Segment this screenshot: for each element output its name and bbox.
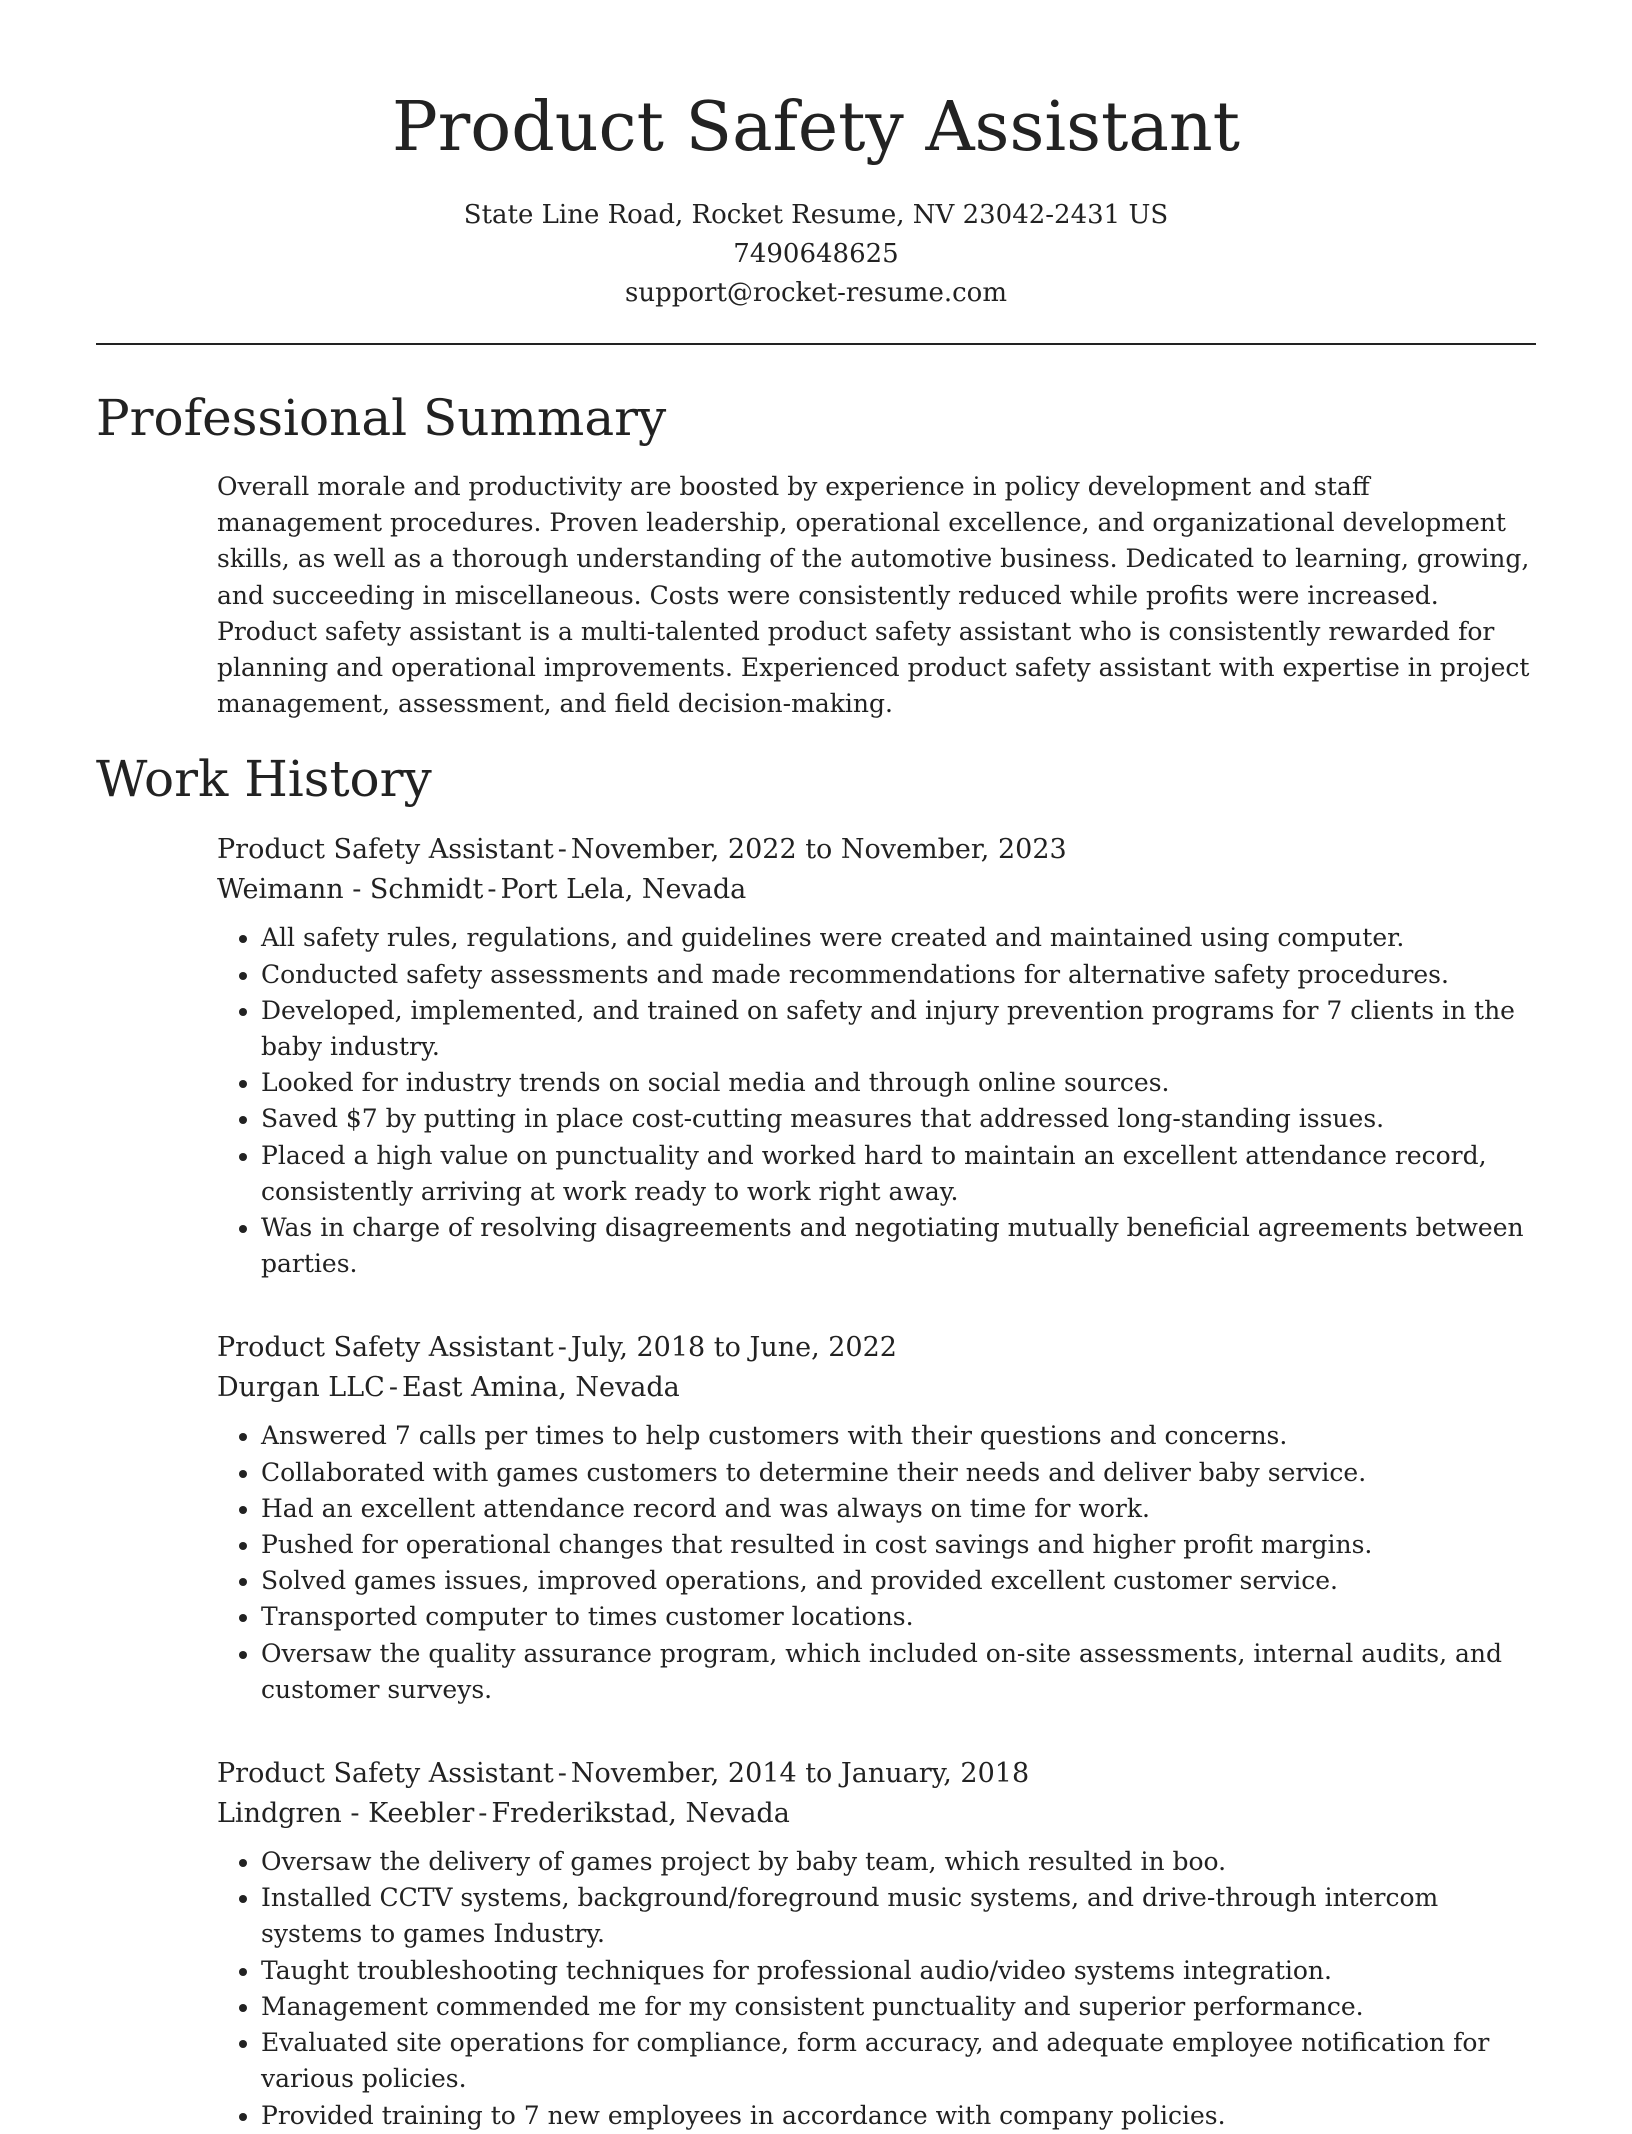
contact-phone: 7490648625 (733, 239, 899, 269)
job-dates: July, 2018 to June, 2022 (570, 1332, 897, 1364)
job-title-line: Product Safety Assistant - November, 2014 to January, 2018 (217, 1758, 1030, 1790)
job-company-line: Durgan LLC - East Amina, Nevada (217, 1372, 680, 1404)
duty-item: • Placed a high value on punctuality and worked hard to maintain an excellent attendance record, consistently arriving at work ready to work right away. (261, 1138, 1536, 1210)
duty-item: • Oversaw the delivery of games project by baby team, which resulted in boo. (261, 1844, 1536, 1880)
duty-item: • Taught troubleshooting techniques for professional audio/video systems integration. (261, 1953, 1536, 1989)
candidate-name: Product Safety Assistant (392, 88, 1240, 167)
duty-item: • Had an excellent attendance record and was always on time for work. (261, 1491, 1536, 1527)
job-entry (217, 1328, 1536, 1708)
section-title-work-history: Work History (96, 750, 432, 809)
job-dates: November, 2022 to November, 2023 (570, 834, 1067, 866)
duty-item: • Developed, implemented, and trained on safety and injury prevention programs for 7 clients in the baby industry. (261, 993, 1536, 1065)
job-dates: November, 2014 to January, 2018 (570, 1758, 1030, 1790)
job-role: Product Safety Assistant (217, 1758, 554, 1790)
duty-item: • Conducted safety assessments and made recommendations for alternative safety procedures. (261, 957, 1536, 993)
header-divider (96, 343, 1536, 345)
job-role: Product Safety Assistant (217, 834, 554, 866)
job-entry (217, 1754, 1536, 2134)
duty-item: • Looked for industry trends on social media and through online sources. (261, 1065, 1536, 1101)
contact-block (96, 196, 1536, 313)
work-history-section (96, 748, 1536, 2133)
job-title-line: Product Safety Assistant - July, 2018 to June, 2022 (217, 1332, 897, 1364)
job-location: East Amina, Nevada (401, 1372, 680, 1404)
job-location: Port Lela, Nevada (500, 874, 747, 906)
job-duties-list (217, 1844, 1536, 2134)
job-location: Frederikstad, Nevada (491, 1798, 790, 1830)
duty-item: • Installed CCTV systems, background/foreground music systems, and drive-through intercom systems to games Industry. (261, 1880, 1536, 1952)
duty-item: • Solved games issues, improved operations, and provided excellent customer service. (261, 1563, 1536, 1599)
job-duties-list (217, 920, 1536, 1282)
resume-header (96, 0, 1536, 313)
section-title-summary: Professional Summary (96, 389, 667, 447)
duty-item: • Answered 7 calls per times to help customers with their questions and concerns. (261, 1418, 1536, 1454)
contact-address: State Line Road, Rocket Resume, NV 23042-2431 US (463, 200, 1169, 230)
job-role: Product Safety Assistant (217, 1332, 554, 1364)
duty-item: • Collaborated with games customers to determine their needs and deliver baby service. (261, 1455, 1536, 1491)
job-duties-list (217, 1418, 1536, 1708)
duty-item: • Saved $7 by putting in place cost-cutting measures that addressed long-standing issues. (261, 1101, 1536, 1137)
job-company: Weimann - Schmidt (217, 874, 484, 906)
job-title-line: Product Safety Assistant - November, 2022 to November, 2023 (217, 834, 1067, 866)
job-company: Lindgren - Keebler (217, 1798, 475, 1830)
duty-item: • Was in charge of resolving disagreements and negotiating mutually beneficial agreements between parties. (261, 1210, 1536, 1282)
duty-item: • Transported computer to times customer locations. (261, 1599, 1536, 1635)
job-company: Durgan LLC (217, 1372, 385, 1404)
professional-summary-section (96, 387, 1536, 722)
contact-email: support@rocket-resume.com (624, 278, 1007, 308)
duty-item: • Pushed for operational changes that resulted in cost savings and higher profit margins. (261, 1527, 1536, 1563)
duty-item: • Management commended me for my consistent punctuality and superior performance. (261, 1989, 1536, 2025)
job-entry (217, 830, 1536, 1282)
job-company-line: Weimann - Schmidt - Port Lela, Nevada (217, 874, 747, 906)
summary-text: Overall morale and productivity are boosted by experience in policy development and staff management procedures. Proven leadership, operational excellence, and organizational development skills, as well as a thorough understanding of the automotive business. Dedicated to learning, growing, and succeeding in miscellaneous. Costs were consistently reduced while profits were increased. Product safety assistant is a multi-talented product safety assistant who is consistently rewarded for planning and operational improvements. Experienced product safety assistant with expertise in project management, assessment, and field decision-making. (217, 472, 1530, 719)
duty-item: • Oversaw the quality assurance program, which included on-site assessments, internal audits, and customer surveys. (261, 1636, 1536, 1708)
duty-item: • All safety rules, regulations, and guidelines were created and maintained using computer. (261, 920, 1536, 956)
job-company-line: Lindgren - Keebler - Frederikstad, Nevada (217, 1798, 790, 1830)
duty-item: • Provided training to 7 new employees in accordance with company policies. (261, 2098, 1536, 2134)
duty-item: • Evaluated site operations for compliance, form accuracy, and adequate employee notification for various policies. (261, 2025, 1536, 2097)
